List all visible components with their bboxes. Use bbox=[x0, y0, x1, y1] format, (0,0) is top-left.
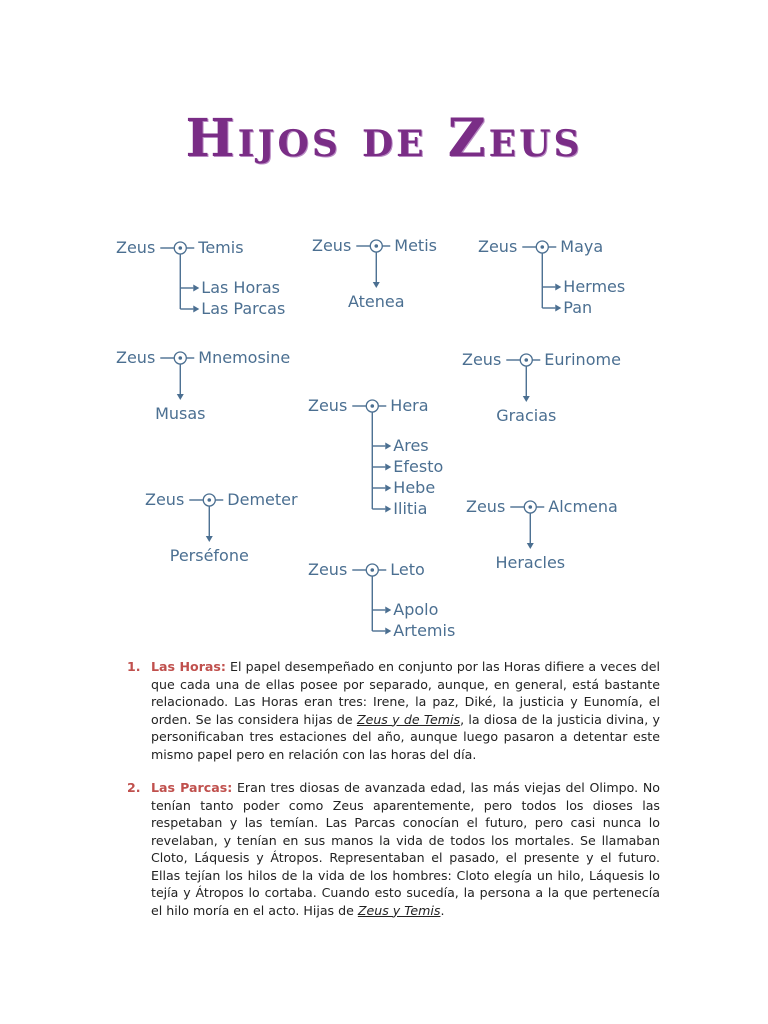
union-dot bbox=[540, 245, 544, 249]
note-item bbox=[120, 779, 660, 919]
mother-name: Maya bbox=[560, 237, 604, 256]
arrowhead bbox=[193, 306, 199, 313]
family-group bbox=[462, 350, 621, 425]
union-dot bbox=[370, 404, 374, 408]
note-item bbox=[120, 658, 660, 763]
family-group bbox=[116, 348, 290, 423]
child-name: Efesto bbox=[393, 457, 444, 476]
child-name: Musas bbox=[155, 404, 206, 423]
child-name: Gracias bbox=[496, 406, 557, 425]
mother-name: Metis bbox=[394, 236, 437, 255]
arrowhead bbox=[555, 305, 561, 312]
arrowhead bbox=[206, 536, 213, 542]
child-name: Ares bbox=[393, 436, 429, 455]
father-name: Zeus bbox=[462, 350, 502, 369]
child-name: Heracles bbox=[495, 553, 566, 572]
family-group bbox=[116, 238, 285, 318]
mother-name: Alcmena bbox=[548, 497, 618, 516]
note-text: El papel desempeñado en conjunto por las Horas difiere a veces del que cada una de ellas posee por separado, aunque, en general, está bastante relacionado. Las Horas eran tres: Irene, la paz, Diké, la justicia y Eunomía, el orden. Se las considera hijas de bbox=[151, 659, 660, 727]
note-number: 2. bbox=[127, 780, 141, 795]
arrowhead bbox=[193, 285, 199, 292]
arrowhead bbox=[385, 485, 391, 492]
mother-name: Mnemosine bbox=[198, 348, 291, 367]
arrowhead bbox=[523, 396, 530, 402]
child-name: Pan bbox=[563, 298, 593, 317]
arrowhead bbox=[385, 464, 391, 471]
family-group bbox=[308, 560, 455, 640]
father-name: Zeus bbox=[116, 238, 156, 257]
mother-name: Demeter bbox=[227, 490, 298, 509]
notes-list bbox=[120, 658, 660, 935]
note-text-end: . bbox=[440, 902, 445, 918]
arrowhead bbox=[177, 394, 184, 400]
child-name: Perséfone bbox=[169, 546, 249, 565]
child-name: Las Parcas bbox=[201, 299, 286, 318]
union-dot bbox=[528, 505, 532, 509]
union-dot bbox=[178, 356, 182, 360]
mother-name: Hera bbox=[390, 396, 429, 415]
family-group bbox=[478, 237, 625, 317]
family-group bbox=[145, 490, 298, 565]
arrowhead bbox=[385, 607, 391, 614]
father-name: Zeus bbox=[312, 236, 352, 255]
child-name: Apolo bbox=[393, 600, 439, 619]
arrowhead bbox=[385, 506, 391, 513]
union-dot bbox=[524, 358, 528, 362]
note-reference-link[interactable]: Zeus y de Temis bbox=[356, 711, 461, 727]
union-dot bbox=[207, 498, 211, 502]
child-name: Hermes bbox=[563, 277, 626, 296]
note-term: Las Horas: bbox=[151, 659, 226, 674]
note-term: Las Parcas: bbox=[151, 780, 233, 795]
father-name: Zeus bbox=[308, 560, 348, 579]
father-name: Zeus bbox=[145, 490, 185, 509]
mother-name: Eurinome bbox=[544, 350, 621, 369]
arrowhead bbox=[527, 543, 534, 549]
child-name: Hebe bbox=[393, 478, 436, 497]
father-name: Zeus bbox=[308, 396, 348, 415]
father-name: Zeus bbox=[466, 497, 506, 516]
child-name: Ilitia bbox=[393, 499, 428, 518]
union-dot bbox=[370, 568, 374, 572]
page-title: Hijos de Zeus bbox=[185, 108, 583, 169]
mother-name: Temis bbox=[198, 238, 244, 257]
family-group bbox=[308, 396, 443, 518]
union-dot bbox=[178, 246, 182, 250]
note-text: Eran tres diosas de avanzada edad, las más viejas del Olimpo. No tenían tanto poder como Zeus aparentemente, pero todos los dioses las respetaban y las temían. Las Parcas conocían el futuro, pero casi nunca lo revelaban, y tenían en sus manos la vida de todos los mortales. Se llamaban Cloto, Láquesis y Átropos. Representaban el pasado, el presente y el futuro. Ellas tejían los hilos de la vida de los hombres: Cloto elegía un hilo, Láquesis lo tejía y Átropos lo cortaba. Cuando esto sucedía, la persona a la que pertenecía el hilo moría en el acto. Hijas de bbox=[151, 780, 660, 918]
note-reference-link[interactable]: Zeus y Temis bbox=[357, 902, 441, 918]
father-name: Zeus bbox=[116, 348, 156, 367]
arrowhead bbox=[385, 628, 391, 635]
family-group bbox=[466, 497, 618, 572]
arrowhead bbox=[555, 284, 561, 291]
note-number: 1. bbox=[127, 659, 141, 674]
child-name: Atenea bbox=[347, 292, 405, 311]
family-group bbox=[312, 236, 437, 311]
father-name: Zeus bbox=[478, 237, 518, 256]
note-text-end: , la diosa de la justicia divina, y personificaban tres estaciones del año, aunque luego pasaron a detentar este mismo papel pero en relación con las horas del día. bbox=[151, 711, 660, 762]
union-dot bbox=[374, 244, 378, 248]
child-name: Artemis bbox=[393, 621, 456, 640]
arrowhead bbox=[373, 282, 380, 288]
mother-name: Leto bbox=[390, 560, 425, 579]
child-name: Las Horas bbox=[201, 278, 280, 297]
arrowhead bbox=[385, 443, 391, 450]
